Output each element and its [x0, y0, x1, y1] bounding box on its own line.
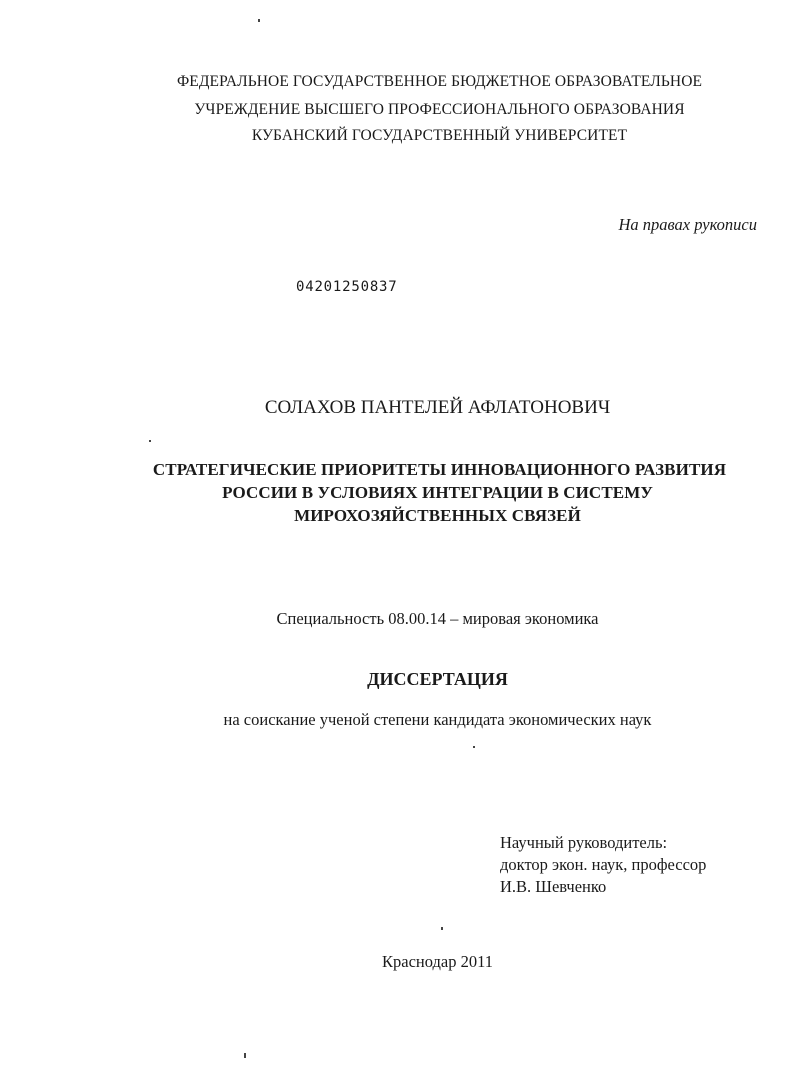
scan-speck: [473, 746, 475, 748]
dissertation-title-line-2: РОССИИ В УСЛОВИЯХ ИНТЕГРАЦИИ В СИСТЕМУ: [222, 483, 653, 502]
supervisor-credentials: доктор экон. наук, профессор: [500, 855, 707, 874]
dissertation-title-line-1: СТРАТЕГИЧЕСКИЕ ПРИОРИТЕТЫ ИННОВАЦИОННОГО РАЗВИТИЯ: [152, 460, 727, 479]
supervisor-label: Научный руководитель:: [500, 833, 668, 852]
document-type: ДИССЕРТАЦИЯ: [367, 669, 508, 689]
specialty-line: Специальность 08.00.14 – мировая экономика: [276, 609, 599, 628]
scan-speck: [441, 927, 443, 930]
scan-speck: [149, 440, 151, 442]
scan-speck: [258, 19, 260, 22]
organization-line-1: ФЕДЕРАЛЬНОЕ ГОСУДАРСТВЕННОЕ БЮДЖЕТНОЕ ОБРАЗОВАТЕЛЬНОЕ: [176, 73, 703, 90]
organization-line-2: УЧРЕЖДЕНИЕ ВЫСШЕГО ПРОФЕССИОНАЛЬНОГО ОБРАЗОВАНИЯ: [194, 101, 685, 118]
author-name: СОЛАХОВ ПАНТЕЛЕЙ АФЛАТОНОВИЧ: [264, 397, 611, 418]
city-year: Краснодар 2011: [382, 952, 493, 971]
supervisor-name: И.В. Шевченко: [500, 877, 607, 896]
degree-line: на соискание ученой степени кандидата экономических наук: [223, 710, 652, 729]
organization-line-3: КУБАНСКИЙ ГОСУДАРСТВЕННЫЙ УНИВЕРСИТЕТ: [251, 127, 628, 144]
catalog-number: 04201250837: [296, 279, 398, 295]
manuscript-rights-note: На правах рукописи: [618, 215, 757, 234]
dissertation-title-line-3: МИРОХОЗЯЙСТВЕННЫХ СВЯЗЕЙ: [294, 506, 581, 525]
scan-speck: [244, 1053, 246, 1058]
